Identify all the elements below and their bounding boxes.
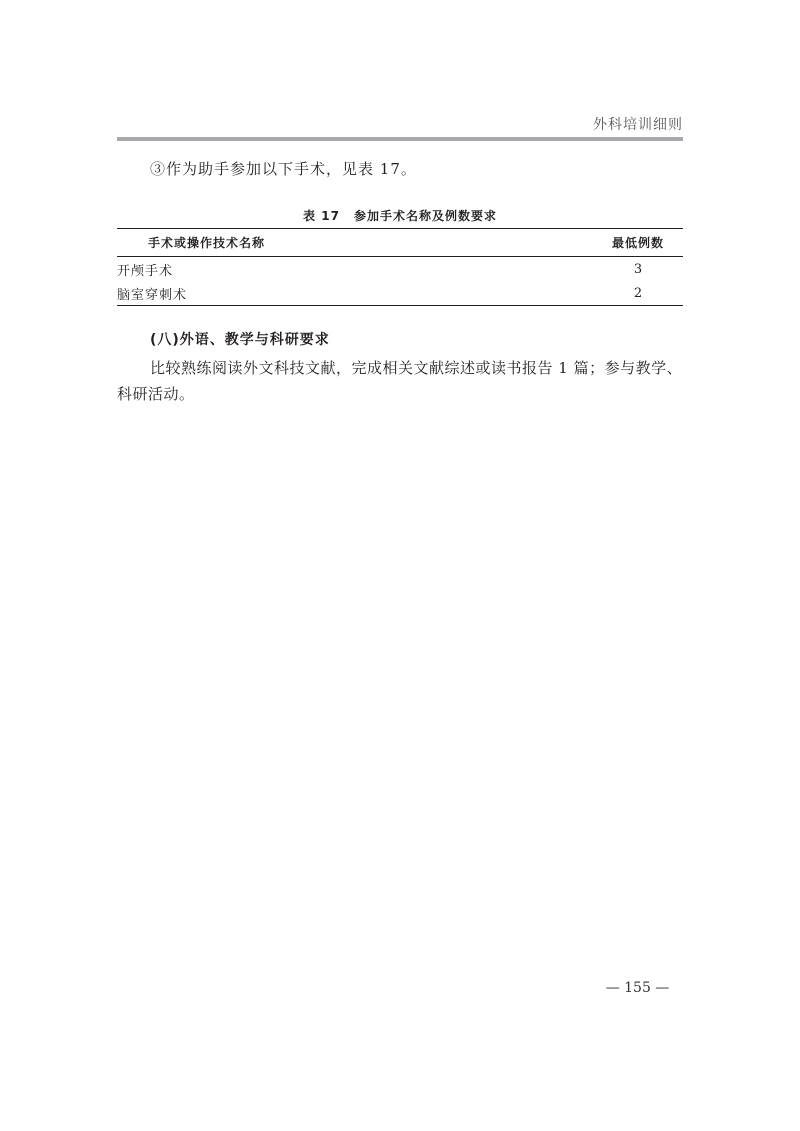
table-header-row bbox=[117, 229, 683, 257]
section-heading: (八)外语、教学与科研要求 bbox=[150, 332, 330, 348]
procedure-name-cell: 开颅手术 bbox=[117, 263, 174, 279]
table-row bbox=[117, 257, 683, 282]
table-caption bbox=[117, 207, 683, 224]
table-caption-title: 参加手术名称及例数要求 bbox=[353, 209, 497, 223]
section-paragraph: 比较熟练阅读外文科技文献，完成相关文献综述或读书报告 1 篇；参与教学、科研活动。 bbox=[117, 359, 683, 403]
min-count-cell: 2 bbox=[633, 285, 643, 301]
header-rule bbox=[117, 137, 683, 141]
column-header-min-count: 最低例数 bbox=[611, 236, 664, 250]
item-paragraph: ③作为助手参加以下手术，见表 17。 bbox=[150, 160, 417, 178]
procedure-name-cell: 脑室穿刺术 bbox=[117, 287, 188, 303]
table-row bbox=[117, 281, 683, 306]
surgery-requirements-table bbox=[117, 228, 683, 306]
running-head-title: 外科培训细则 bbox=[593, 117, 683, 133]
column-header-procedure: 手术或操作技术名称 bbox=[148, 236, 266, 250]
page-number: — 155 — bbox=[605, 980, 670, 996]
min-count-cell: 3 bbox=[633, 261, 643, 277]
table-caption-number: 表 17 bbox=[303, 209, 340, 223]
